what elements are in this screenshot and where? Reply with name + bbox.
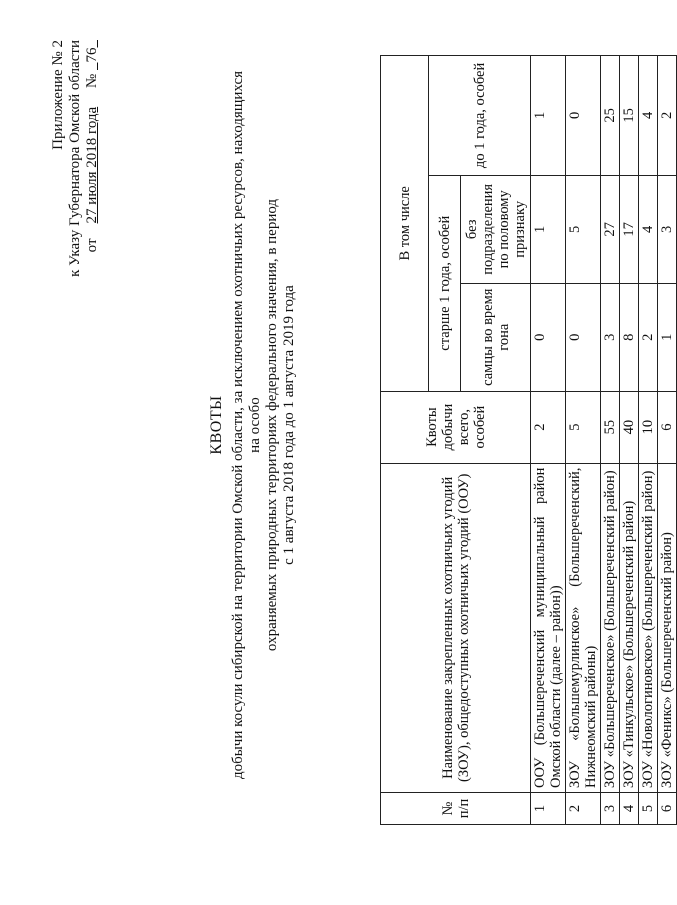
row-males: 1 (658, 283, 677, 391)
row-quota: 40 (620, 391, 639, 463)
subtitle-line-1: добычи косули сибирской на территории Омской области, за исключением охотничьих ресурсов, находящихся на особо (230, 70, 263, 780)
table-row (566, 56, 601, 825)
row-under1: 4 (639, 56, 658, 176)
annex-date-line (84, 40, 101, 277)
row-num: 1 (531, 793, 566, 825)
header-num: № п/п (381, 793, 531, 825)
header-name: Наименование закрепленных охотничьих угодий (ЗОУ), общедоступных охотничьих угодий (ООУ) (381, 463, 531, 792)
table-row (658, 56, 677, 825)
row-num: 5 (639, 793, 658, 825)
row-quota: 6 (658, 391, 677, 463)
row-no-sex: 4 (639, 175, 658, 283)
row-name: ЗОУ «Феникс» (Большереченский район) (658, 463, 677, 792)
row-name: ЗОУ «Большереченское» (Большереченский район) (601, 463, 620, 792)
row-quota: 5 (566, 391, 601, 463)
row-under1: 1 (531, 56, 566, 176)
row-no-sex: 17 (620, 175, 639, 283)
row-quota: 10 (639, 391, 658, 463)
row-num: 2 (566, 793, 601, 825)
header-no-sex: без подразделения по половому признаку (461, 175, 531, 283)
decree-number: 76 (84, 47, 100, 63)
header-under1: до 1 года, особей (429, 56, 531, 176)
document-title: КВОТЫ (208, 395, 225, 455)
header-males: самцы во время гона (461, 283, 531, 391)
row-name: ООУ (Большереченский муниципальный район Омской области (далее – район)) (531, 463, 566, 792)
row-no-sex: 5 (566, 175, 601, 283)
header-including: В том числе (381, 56, 429, 392)
row-num: 4 (620, 793, 639, 825)
table-row (601, 56, 620, 825)
header-older: старше 1 года, особей (429, 175, 461, 391)
row-under1: 2 (658, 56, 677, 176)
header-quota: Квоты добычи всего, особей (381, 391, 531, 463)
row-num: 3 (601, 793, 620, 825)
row-under1: 0 (566, 56, 601, 176)
row-males: 0 (566, 283, 601, 391)
row-males: 8 (620, 283, 639, 391)
row-males: 3 (601, 283, 620, 391)
row-males: 0 (531, 283, 566, 391)
row-no-sex: 27 (601, 175, 620, 283)
subtitle-line-2: охраняемых природных территориях федерального значения, в период (264, 198, 280, 652)
row-quota: 55 (601, 391, 620, 463)
row-no-sex: 3 (658, 175, 677, 283)
row-under1: 25 (601, 56, 620, 176)
row-name: ЗОУ «Большемурлинское» (Большереченский, Нижнеомский районы) (566, 463, 601, 792)
table-row (620, 56, 639, 825)
table-row (531, 56, 566, 825)
row-num: 6 (658, 793, 677, 825)
quota-table (380, 55, 677, 825)
row-under1: 15 (620, 56, 639, 176)
document-title-block (208, 65, 298, 785)
annex-header (50, 40, 101, 277)
number-label: № (84, 73, 100, 89)
subtitle-line-3: с 1 августа 2018 года до 1 августа 2019 года (281, 285, 297, 565)
row-males: 2 (639, 283, 658, 391)
decree-date: 27 июля 2018 года (84, 106, 100, 224)
row-quota: 2 (531, 391, 566, 463)
annex-decree: к Указу Губернатора Омской области (67, 40, 83, 277)
annex-number: Приложение № 2 (50, 40, 66, 150)
row-name: ЗОУ «Тинкульское» (Большереченский район) (620, 463, 639, 792)
table-row (639, 56, 658, 825)
row-no-sex: 1 (531, 175, 566, 283)
row-name: ЗОУ «Новологиновское» (Большереченский район) (639, 463, 658, 792)
from-label: от (84, 238, 100, 253)
